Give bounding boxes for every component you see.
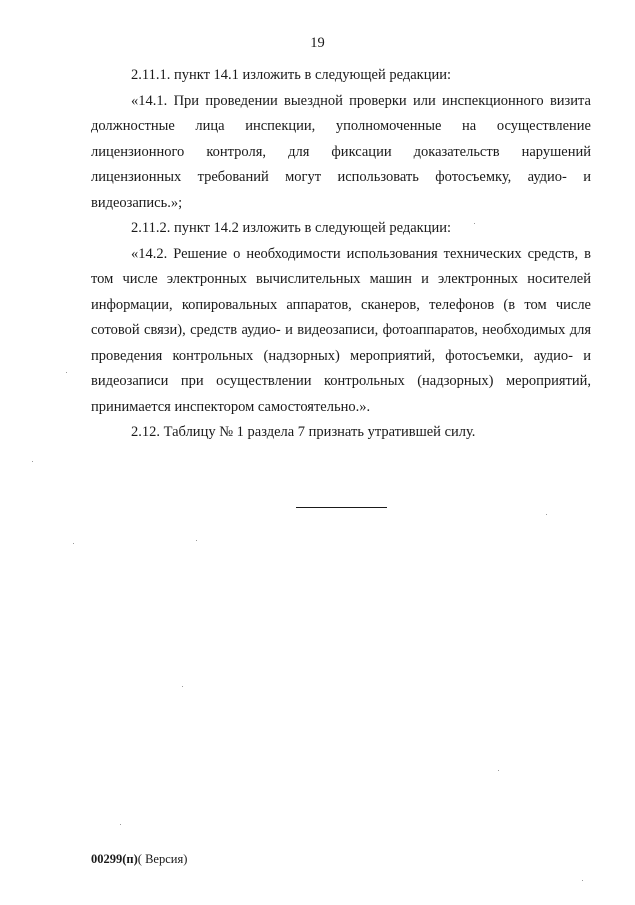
scan-speck bbox=[73, 543, 74, 544]
scan-speck bbox=[32, 461, 33, 462]
paragraph-14-2-text: «14.2. Решение о необходимости использования технических средств, в том числе электронных вычислительных машин и электронных носителей информации, копировальных аппаратов, сканеров, телефонов (в том числе сотовой связи), средств аудио- и видеозаписи, фотоаппаратов, необходимых для проведения контрольных (надзорных) мероприятий, фотосъемки, аудио- и видеозаписи при осуществлении контрольных (надзорных) мероприятий, принимается инспектором самостоятельно.». bbox=[91, 245, 591, 415]
page-number: 19 bbox=[310, 35, 325, 51]
scan-speck bbox=[196, 540, 197, 541]
scan-speck bbox=[498, 770, 499, 771]
footer-version: ( Версия) bbox=[137, 852, 188, 866]
footer-document-code: 00299(п) bbox=[91, 852, 138, 866]
scan-speck bbox=[66, 372, 67, 373]
scan-speck bbox=[546, 514, 547, 515]
scan-speck bbox=[182, 686, 183, 687]
document-footer bbox=[91, 852, 187, 867]
scan-speck bbox=[120, 824, 121, 825]
paragraph-2-11-2: 2.11.2. пункт 14.2 изложить в следующей редакции: bbox=[131, 220, 452, 236]
end-separator-line bbox=[296, 507, 387, 508]
paragraph-2-11-1: 2.11.1. пункт 14.1 изложить в следующей редакции: bbox=[131, 67, 452, 83]
paragraph-2-12: 2.12. Таблицу № 1 раздела 7 признать утратившей силу. bbox=[131, 424, 476, 440]
scan-speck bbox=[582, 880, 583, 881]
document-body bbox=[91, 63, 591, 446]
paragraph-14-1-text: «14.1. При проведении выездной проверки или инспекционного визита должностные лица инспекции, уполномоченные на осуществление лицензионного контроля, для фиксации доказательств нарушений лицензионных требований могут использовать фотосъемку, аудио- и видеозапись.»; bbox=[91, 92, 591, 211]
scan-speck bbox=[474, 223, 475, 224]
